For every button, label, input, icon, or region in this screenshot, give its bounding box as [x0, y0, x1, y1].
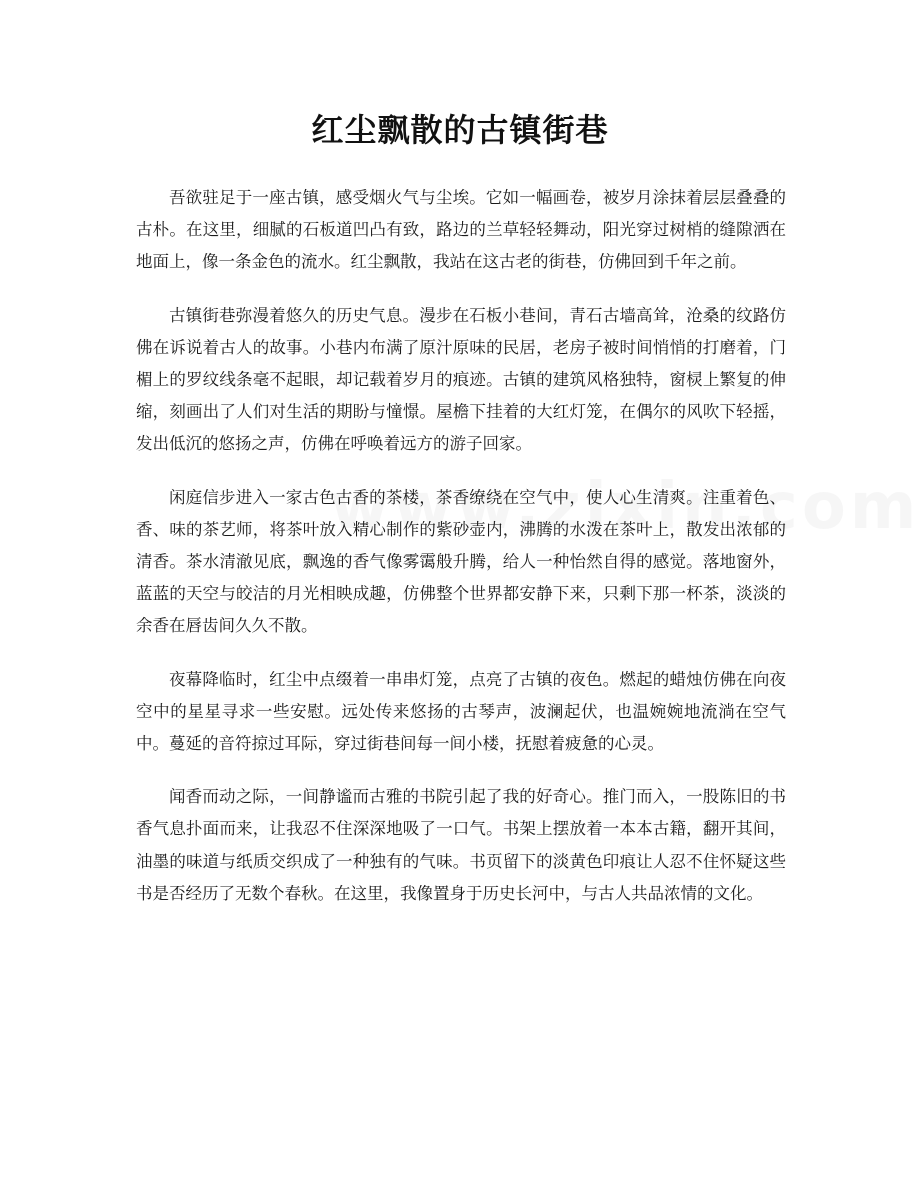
paragraph-4: 夜幕降临时，红尘中点缀着一串串灯笼，点亮了古镇的夜色。燃起的蜡烛仿佛在向夜空中的星星寻求一些安慰。远处传来悠扬的古琴声，波澜起伏，也温婉婉地流淌在空气中。蔓延的音符掠过耳际，穿过街巷间每一间小楼，抚慰着疲惫的心灵。	[136, 669, 786, 754]
document-title: 红尘飘散的古镇街巷	[311, 111, 609, 149]
document-body	[136, 182, 786, 931]
paragraph-2: 古镇街巷弥漫着悠久的历史气息。漫步在石板小巷间，青石古墙高耸，沧桑的纹路仿佛在诉说着古人的故事。小巷内布满了原汁原味的民居，老房子被时间悄悄的打磨着，门楣上的罗纹线条毫不起眼，却记载着岁月的痕迹。古镇的建筑风格独特，窗棂上繁复的伸缩，刻画出了人们对生活的期盼与憧憬。屋檐下挂着的大红灯笼，在偶尔的风吹下轻摇，发出低沉的悠扬之声，仿佛在呼唤着远方的游子回家。	[136, 305, 786, 454]
paragraph-3: 闲庭信步进入一家古色古香的茶楼，茶香缭绕在空气中，使人心生清爽。注重着色、香、味的茶艺师，将茶叶放入精心制作的紫砂壶内，沸腾的水泼在茶叶上，散发出浓郁的清香。茶水清澈见底，飘逸的香气像雾霭般升腾，给人一种怡然自得的感觉。落地窗外，蓝蓝的天空与皎洁的月光相映成趣，仿佛整个世界都安静下来，只剩下那一杯茶，淡淡的余香在唇齿间久久不散。	[136, 487, 786, 636]
paragraph-5: 闻香而动之际，一间静谧而古雅的书院引起了我的好奇心。推门而入，一股陈旧的书香气息扑面而来，让我忍不住深深地吸了一口气。书架上摆放着一本本古籍，翻开其间，油墨的味道与纸质交织成了一种独有的气味。书页留下的淡黄色印痕让人忍不住怀疑这些书是否经历了无数个春秋。在这里，我像置身于历史长河中，与古人共品浓情的文化。	[136, 787, 786, 903]
paragraph-1: 吾欲驻足于一座古镇，感受烟火气与尘埃。它如一幅画卷，被岁月涂抹着层层叠叠的古朴。在这里，细腻的石板道凹凸有致，路边的兰草轻轻舞动，阳光穿过树梢的缝隙洒在地面上，像一条金色的流水。红尘飘散，我站在这古老的街巷，仿佛回到千年之前。	[136, 188, 786, 272]
